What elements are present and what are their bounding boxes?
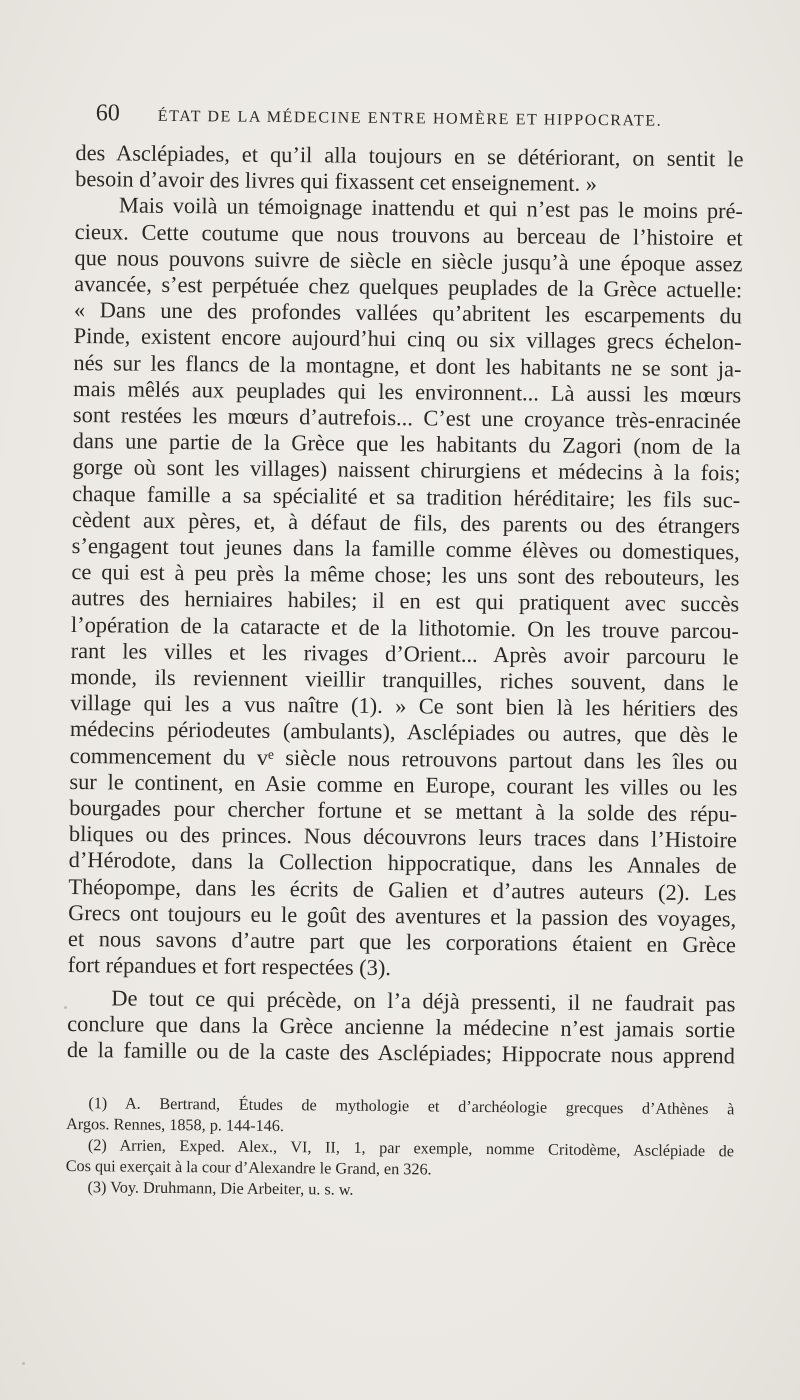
- text-line: médecins périodeutes (ambulants), Asclépiades ou autres, que dès le: [69, 716, 739, 748]
- text-line: mais mêlés aux peuplades qui les environnent... Là aussi les mœurs: [73, 375, 742, 408]
- text-line: nés sur les flancs de la montagne, et dont les habitants ne se sont ja-: [73, 349, 742, 382]
- paragraph-1: [75, 140, 743, 199]
- footnotes: [65, 1093, 734, 1204]
- paper-speck: [64, 1006, 67, 1009]
- text-line: avancée, s’est perpétuée chez quelques peuplades de la Grèce actuelle:: [74, 271, 743, 303]
- text-line: gorge où sont les villages) naissent chirurgiens et médecins à la fois;: [72, 454, 741, 486]
- body-text: [67, 140, 744, 1069]
- text-line: rant les villes et les rivages d’Orient... Après avoir parcouru le: [70, 637, 739, 670]
- text-line: bourgades pour chercher fortune et se mettant à la solde des répu-: [69, 795, 738, 827]
- text-line: cèdent aux pères, et, à défaut de fils, des parents ou des étrangers: [71, 506, 741, 539]
- text-line: d’Hérodote, dans la Collection hippocratique, dans les Annales de: [68, 847, 737, 879]
- footnote-line: (3) Voy. Druhmann, Die Arbeiter, u. s. w.: [87, 1178, 354, 1199]
- text-block: [65, 100, 744, 1204]
- text-line: que nous pouvons suivre de siècle en siècle jusqu’à une époque assez: [74, 244, 743, 277]
- footnote-line: (2) Arrien, Exped. Alex., VI, II, 1, par exemple, nomme Critodème, Asclépiade de: [87, 1136, 735, 1161]
- text-line: des Asclépiades, et qu’il alla toujours en se détériorant, on sentit le: [75, 139, 744, 172]
- text-line: s’engagent tout jeunes dans la famille comme élèves ou domestiques,: [71, 533, 740, 565]
- running-head: [96, 100, 744, 146]
- text-line: et nous savons d’autre part que les corporations étaient en Grèce: [67, 926, 737, 958]
- text-line: cieux. Cette coutume que nous trouvons au berceau de l’histoire et: [74, 218, 743, 251]
- text-line: commencement du vᵉ siècle nous retrouvons partout dans les îles ou: [69, 742, 738, 775]
- footnote-2: [66, 1135, 734, 1183]
- text-line: ce qui est à peu près la même chose; les uns sont des rebouteurs, les: [71, 559, 740, 591]
- text-line: chaque famille a sa spécialité et sa tradition héréditaire; les fils suc-: [72, 480, 741, 513]
- paragraph-2: [68, 192, 744, 984]
- text-line: monde, ils reviennent vieillir tranquilles, riches souvent, dans le: [70, 664, 739, 696]
- text-line: besoin d’avoir des livres qui fixassent cet enseignement. »: [75, 166, 598, 197]
- text-line: Théopompe, dans les écrits de Galien et d’autres auteurs (2). Les: [68, 873, 737, 906]
- text-line: sont restées les mœurs d’autrefois... C’est une croyance très-enracinée: [72, 402, 742, 434]
- paragraph-3: [67, 984, 736, 1069]
- text-line: conclure que dans la Grèce ancienne la médecine n’est jamais sortie: [67, 1010, 736, 1043]
- text-line: Grecs ont toujours eu le goût des aventures et la passion des voyages,: [68, 899, 737, 932]
- page-number: 60: [95, 100, 120, 127]
- text-line: Mais voilà un témoignage inattendu et qui n’est pas le moins pré-: [118, 192, 744, 224]
- running-title: ÉTAT DE LA MÉDECINE ENTRE HOMÈRE ET HIPPOCRATE.: [157, 107, 663, 130]
- text-line: Pinde, existent encore aujourd’hui cinq ou six villages grecs échelon-: [73, 323, 742, 355]
- text-line: De tout ce qui précède, on l’a déjà pressenti, il ne faudrait pas: [111, 984, 736, 1016]
- text-line: sur le continent, en Asie comme en Europe, courant les villes ou les: [69, 768, 738, 801]
- text-line: « Dans une des profondes vallées qu’abritent les escarpements du: [73, 297, 743, 329]
- text-line: fort répandues et fort respectées (3).: [67, 952, 392, 981]
- text-line: de la famille ou de la caste des Asclépiades; Hippocrate nous apprend: [66, 1036, 735, 1069]
- text-line: l’opération de la cataracte et de la lithotomie. On les trouve parcou-: [70, 611, 740, 644]
- footnote-1: [66, 1093, 734, 1141]
- footnote-line: (1) A. Bertrand, Études de mythologie et d’archéologie grecques d’Athènes à: [88, 1094, 735, 1119]
- footnote-line: Cos qui exerçait à la cour d’Alexandre le Grand, en 326.: [65, 1157, 432, 1179]
- text-line: village qui les a vus naître (1). » Ce sont bien là les héritiers des: [70, 690, 739, 722]
- text-line: bliques ou des princes. Nous découvrons leurs traces dans l’Histoire: [68, 821, 738, 853]
- paper-speck: [22, 1362, 25, 1365]
- footnote-line: Argos. Rennes, 1858, p. 144-146.: [66, 1115, 285, 1136]
- text-line: dans une partie de la Grèce que les habitants du Zagori (nom de la: [72, 428, 741, 460]
- text-line: autres des herniaires habiles; il en est qui pratiquent avec succès: [71, 585, 740, 617]
